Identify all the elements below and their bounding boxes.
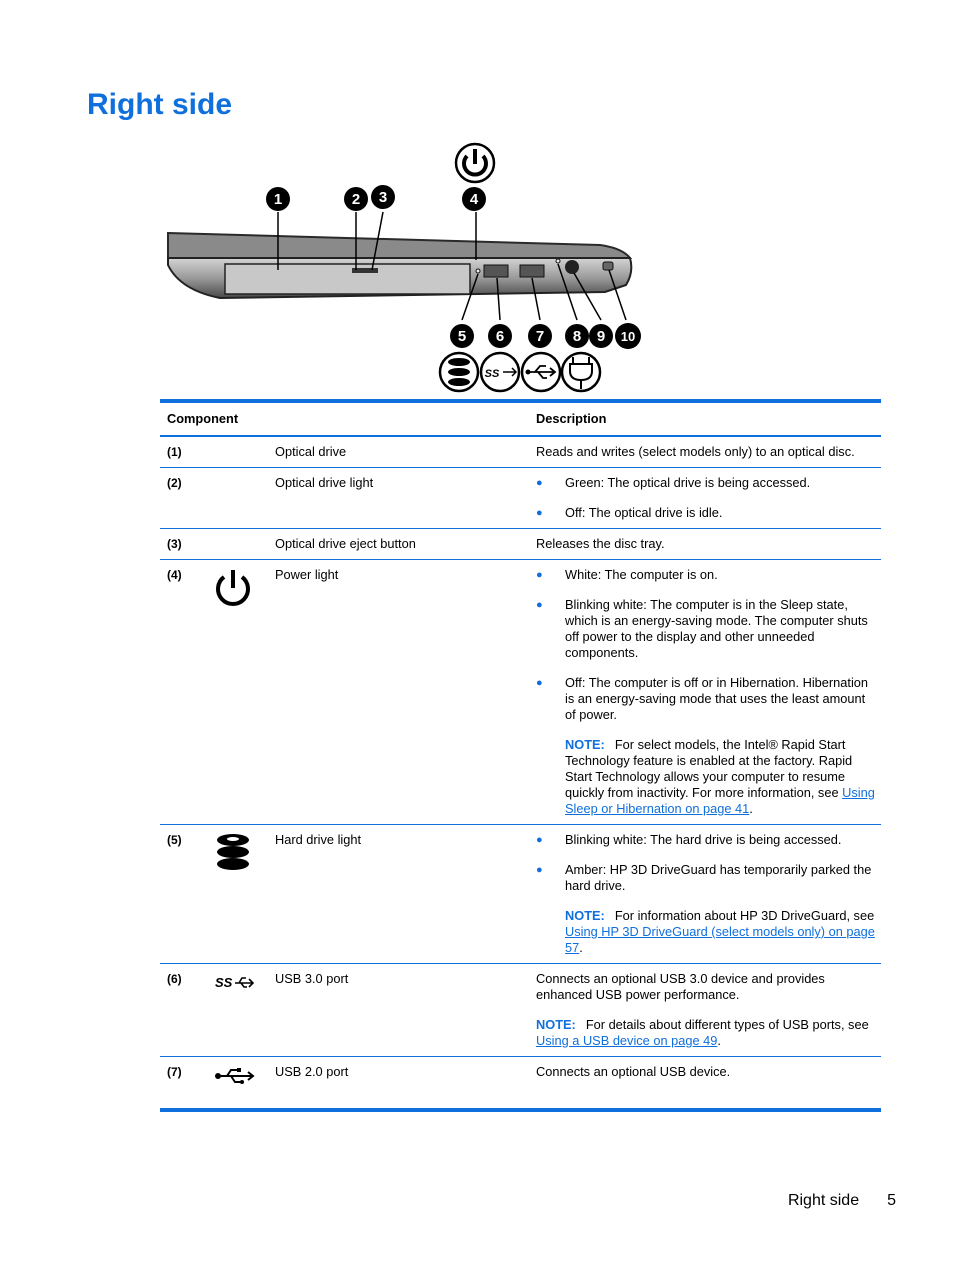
bullet-item: ● Green: The optical drive is being accessed. — [536, 475, 875, 491]
row-description: Reads and writes (select models only) to an optical disc. — [536, 444, 855, 459]
page-title: Right side — [87, 88, 233, 121]
table-header-row — [160, 401, 881, 436]
table-row — [160, 468, 881, 529]
row-number: (1) — [167, 445, 182, 459]
bullet-item: ● Off: The computer is off or in Hibernation. Hibernation is an energy-saving mode that uses the least amount of power. — [536, 675, 875, 723]
hard-drive-icon — [440, 353, 478, 391]
row-icon-cell — [206, 560, 268, 825]
table-row — [160, 560, 881, 825]
svg-text:10: 10 — [620, 329, 636, 344]
cross-reference-link[interactable]: Using Sleep or Hibernation on page 41 — [565, 785, 875, 816]
row-icon-cell — [206, 529, 268, 560]
row-icon-cell — [206, 468, 268, 529]
row-description — [529, 964, 881, 1057]
row-component-name: USB 2.0 port — [275, 1064, 349, 1079]
row-number: (7) — [167, 1065, 182, 1079]
table-row — [160, 825, 881, 964]
note — [536, 737, 875, 817]
bullet-item: ● Off: The optical drive is idle. — [536, 505, 875, 521]
power-icon — [213, 567, 253, 611]
description-text: Connects an optional USB 3.0 device and provides enhanced USB power performance. — [536, 971, 825, 1002]
table-row — [160, 1057, 881, 1111]
laptop-right-side-figure — [160, 140, 660, 395]
note-text: For select models, the Intel® Rapid Start Technology feature is enabled at the factory. Rapid Start Technology allows your computer to resume quickly from inactivity. For more information, see — [565, 737, 853, 800]
row-number: (4) — [167, 568, 182, 582]
row-component-name: Power light — [275, 567, 339, 582]
usb-icon — [213, 1064, 257, 1088]
svg-text:7: 7 — [535, 328, 545, 345]
table-row — [160, 964, 881, 1057]
row-description: Connects an optional USB device. — [536, 1064, 731, 1079]
callout-2 — [344, 187, 368, 211]
cross-reference-link[interactable]: Using a USB device on page 49 — [536, 1033, 718, 1048]
callout-5 — [450, 324, 474, 348]
row-description — [529, 560, 881, 825]
row-description: Releases the disc tray. — [536, 536, 665, 551]
svg-text:5: 5 — [457, 328, 467, 345]
column-header-component: Component — [167, 411, 239, 426]
svg-text:SS: SS — [215, 975, 233, 990]
row-component-name: Hard drive light — [275, 832, 362, 847]
callout-6 — [488, 324, 512, 348]
laptop-body — [168, 233, 631, 298]
page-number: 5 — [887, 1192, 896, 1209]
callout-7 — [528, 324, 552, 348]
cross-reference-link[interactable]: Using HP 3D DriveGuard (select models only) on page 57 — [565, 924, 875, 955]
bullet-item: ● Blinking white: The hard drive is being accessed. — [536, 832, 875, 848]
usb3-icon — [213, 971, 257, 995]
hard-drive-icon — [213, 832, 253, 872]
note — [536, 908, 875, 956]
row-component-name: Optical drive light — [275, 475, 374, 490]
callout-4 — [462, 187, 486, 211]
row-number: (3) — [167, 537, 182, 551]
row-number: (5) — [167, 833, 182, 847]
svg-text:3: 3 — [378, 189, 388, 206]
svg-text:8: 8 — [572, 328, 582, 345]
note-end: . — [717, 1033, 721, 1048]
note-end: . — [579, 940, 583, 955]
column-header-description: Description — [536, 411, 607, 426]
note-end: . — [749, 801, 753, 816]
row-icon-cell — [206, 964, 268, 1057]
row-component-name: USB 3.0 port — [275, 971, 349, 986]
callout-1 — [266, 187, 290, 211]
row-number: (6) — [167, 972, 182, 986]
row-description — [529, 825, 881, 964]
power-plug-icon — [562, 353, 600, 391]
note-text: For information about HP 3D DriveGuard, see — [614, 908, 875, 923]
row-component-name: Optical drive eject button — [275, 536, 416, 551]
note-label: NOTE: — [565, 908, 605, 923]
table-row — [160, 529, 881, 560]
callout-3 — [371, 185, 395, 209]
bullet-item: ● White: The computer is on. — [536, 567, 875, 583]
power-icon — [456, 144, 494, 182]
svg-text:9: 9 — [596, 328, 606, 345]
note-text: For details about different types of USB ports, see — [585, 1017, 869, 1032]
note-label: NOTE: — [565, 737, 605, 752]
row-icon-cell — [206, 1057, 268, 1111]
table-row — [160, 436, 881, 468]
footer-section-title: Right side — [787, 1192, 860, 1209]
svg-text:2: 2 — [351, 191, 361, 208]
row-number: (2) — [167, 476, 182, 490]
bullet-item: ● Blinking white: The computer is in the Sleep state, which is an energy-saving mode. The computer shuts off power to the display and other unneeded components. — [536, 597, 875, 661]
page-footer — [788, 1192, 896, 1210]
row-icon-cell — [206, 436, 268, 468]
svg-text:6: 6 — [495, 328, 505, 345]
bullet-item: ● Amber: HP 3D DriveGuard has temporarily parked the hard drive. — [536, 862, 875, 894]
components-table — [160, 399, 881, 1112]
row-icon-cell — [206, 825, 268, 964]
callout-8 — [565, 324, 589, 348]
row-component-name: Optical drive — [275, 444, 347, 459]
callout-10 — [615, 323, 641, 349]
svg-text:1: 1 — [273, 191, 283, 208]
note-label: NOTE: — [536, 1017, 576, 1032]
usb3-icon — [481, 353, 519, 391]
callout-9 — [589, 324, 613, 348]
note — [536, 1017, 875, 1049]
svg-text:4: 4 — [469, 191, 479, 208]
svg-text:SS: SS — [484, 368, 500, 380]
row-description — [529, 468, 881, 529]
usb-icon — [522, 353, 560, 391]
